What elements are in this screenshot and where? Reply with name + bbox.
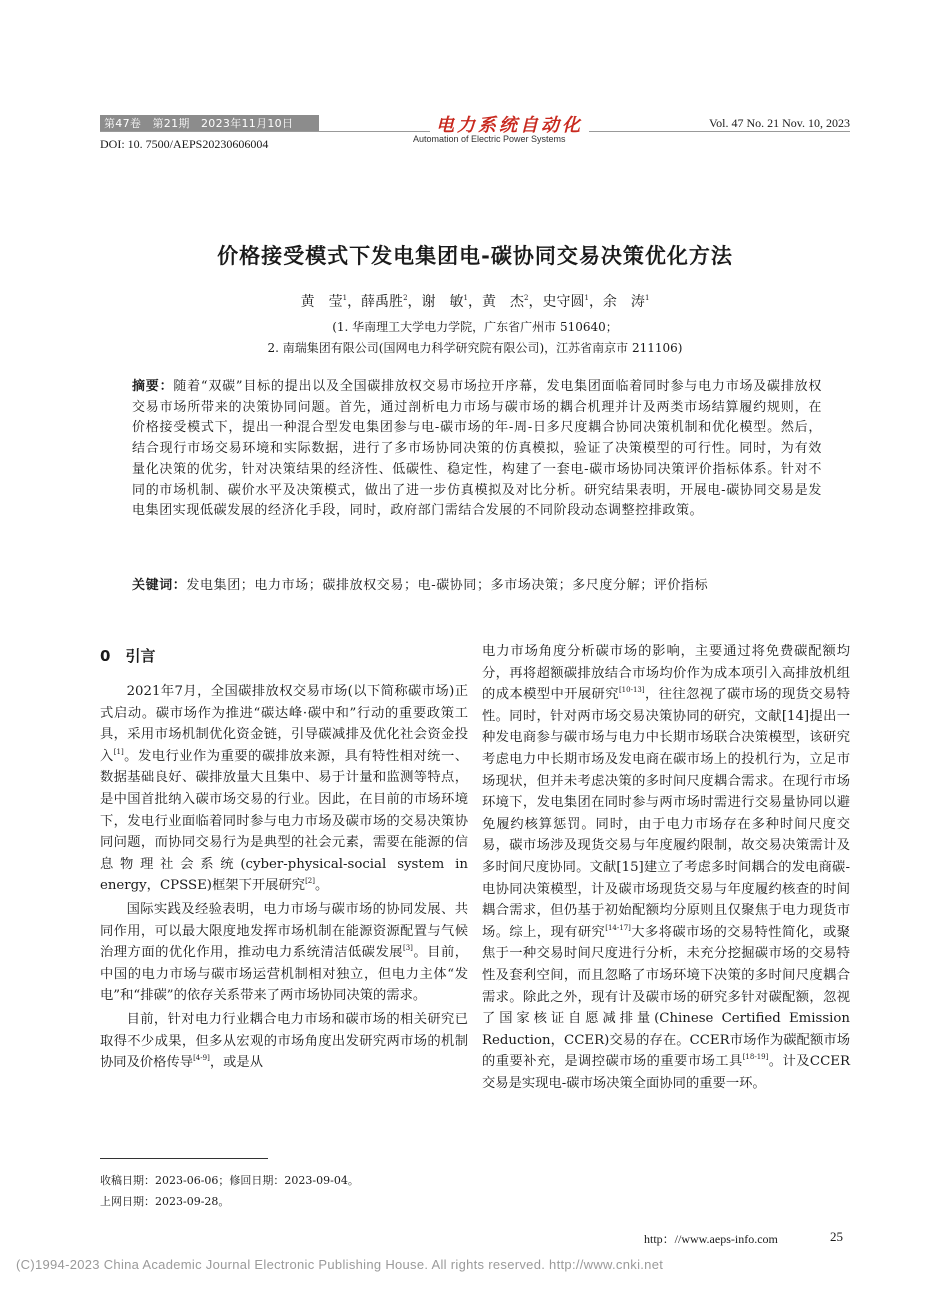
section-heading: 0 引言 (100, 647, 156, 665)
journal-logo-cn: 电力系统自动化 (430, 111, 589, 137)
paper-title: 价格接受模式下发电集团电-碳协同交易决策优化方法 (217, 244, 733, 268)
keywords-text: 发电集团；电力市场；碳排放权交易；电-碳协同；多市场决策；多尺度分解；评价指标 (186, 578, 709, 593)
copyright-notice: (C)1994-2023 China Academic Journal Electronic Publishing House. All rights reserved. http://www.cnki.net (16, 1257, 664, 1272)
footnote-rule (100, 1158, 268, 1159)
issue-info-bar: 第47卷 第21期 2023年11月10日 (100, 115, 319, 132)
doi: DOI: 10. 7500/AEPS20230606004 (100, 137, 269, 151)
keywords (132, 576, 822, 597)
affiliation-2: 2. 南瑞集团有限公司(国网电力科学研究院有限公司)，江苏省南京市 211106) (267, 341, 683, 355)
volume-info-en: Vol. 47 No. 21 Nov. 10, 2023 (703, 116, 850, 131)
page-number: 25 (830, 1229, 843, 1244)
journal-website: http：//www.aeps-info.com (644, 1232, 778, 1246)
paragraph: 电力市场角度分析碳市场的影响，主要通过将免费碳配额均分，再将超额碳排放结合市场均价作为成本项引入高排放机组的成本模型中开展研究[10-13]，往往忽视了碳市场的现货交易特性。同时，针对两市场交易决策协同的研究，文献[14]提出一种发电商参与碳市场与电力中长期市场联合决策模型，该研究考虑电力中长期市场及发电商在碳市场上的投机行为，立足市场现状，但并未考虑决策的多时间尺度耦合需求。在现行市场环境下，发电集团在同时参与两市场时需进行交易量协同以避免履约核算惩罚。同时，由于电力市场存在多种时间尺度交易，碳市场涉及现货交易与年度履约限制，故交易决策需计及多时间尺度协同。文献[15]建立了考虑多时间耦合的发电商碳-电协同决策模型，计及碳市场现货交易与年度履约核查的时间耦合需求，但仍基于初始配额均分原则且仅聚焦于电力现货市场。综上，现有研究[14-17]大多将碳市场的交易特性简化，或聚焦于一种交易时间尺度进行分析，未充分挖掘碳市场的交易特性及套利空间，而且忽略了市场环境下决策的多时间尺度耦合需求。除此之外，现有计及碳市场的研究多针对碳配额，忽视了国家核证自愿减排量(Chinese Certified Emission Reduction，CCER)交易的存在。CCER市场作为碳配额市场的重要补充，是调控碳市场的重要市场工具[18-19]。计及CCER交易是实现电-碳市场决策全面协同的重要一环。 (482, 644, 851, 1091)
affiliation-1: (1. 华南理工大学电力学院，广东省广州市 510640； (332, 320, 618, 334)
journal-logo-en: Automation of Electric Power Systems (413, 134, 566, 144)
paragraph: 2021年7月，全国碳排放权交易市场(以下简称碳市场)正式启动。碳市场作为推进“碳达峰·碳中和”行动的重要政策工具，采用市场机制优化资金链，引导碳减排及优化社会资金投入[1]。发电行业作为重要的碳排放来源，具有特性相对统一、数据基础良好、碳排放量大且集中、易于计量和监测等特点，是中国首批纳入碳市场交易的行业。因此，在目前的市场环境下，发电行业面临着同时参与电力市场及碳市场的交易决策协同问题，而协同交易行为是典型的社会元素，需要在能源的信息物理社会系统(cyber-physical-social system in energy，CPSSE)框架下开展研究[2]。 (100, 684, 469, 894)
abstract-text: 随着“双碳”目标的提出以及全国碳排放权交易市场拉开序幕，发电集团面临着同时参与电力市场及碳排放权交易市场所带来的决策协同问题。首先，通过剖析电力市场与碳市场的耦合机理并计及两类市场结算履约规则，在价格接受模式下，提出一种混合型发电集团参与电-碳市场的年-周-日多尺度耦合协同决策机制和优化模型。然后，结合现行市场交易环境和实际数据，进行了多市场协同决策的仿真模拟，验证了决策模型的可行性。同时，为有效量化决策的优劣，针对决策结果的经济性、低碳性、稳定性，构建了一套电-碳市场协同决策评价指标体系。针对不同的市场机制、碳价水平及决策模式，做出了进一步仿真模拟及对比分析。研究结果表明，开展电-碳协同交易是发电集团实现低碳发展的经济化手段，同时，政府部门需结合发展的不同阶段动态调整控排政策。 (132, 379, 822, 519)
footnote-received: 收稿日期：2023-06-06；修回日期：2023-09-04。 (100, 1174, 359, 1187)
footnote-online: 上网日期：2023-09-28。 (100, 1195, 230, 1208)
paragraph: 国际实践及经验表明，电力市场与碳市场的协同发展、共同作用，可以最大限度地发挥市场机制在能源资源配置与气候治理方面的优化作用，推动电力系统清洁低碳发展[3]。目前，中国的电力市场与碳市场运营机制相对独立，但电力主体“发电”和“排碳”的依存关系带来了两市场协同决策的需求。 (100, 901, 469, 1004)
author-list: 黄 莹$^1$，薛禹胜$^2$，谢 敏$^1$，黄 杰$^2$，史守圆$^1$，余 涛$^1$ (300, 294, 650, 310)
paragraph: 目前，针对电力行业耦合电力市场和碳市场的相关研究已取得不少成果，但多从宏观的市场角度出发研究两市场的机制协同及价格传导[4-9]，或是从 (100, 1011, 468, 1071)
keywords-label: 关键词： (132, 578, 187, 593)
abstract-label: 摘要： (132, 379, 174, 394)
abstract (132, 377, 822, 522)
left-column (100, 681, 468, 1074)
right-column (482, 641, 850, 1094)
